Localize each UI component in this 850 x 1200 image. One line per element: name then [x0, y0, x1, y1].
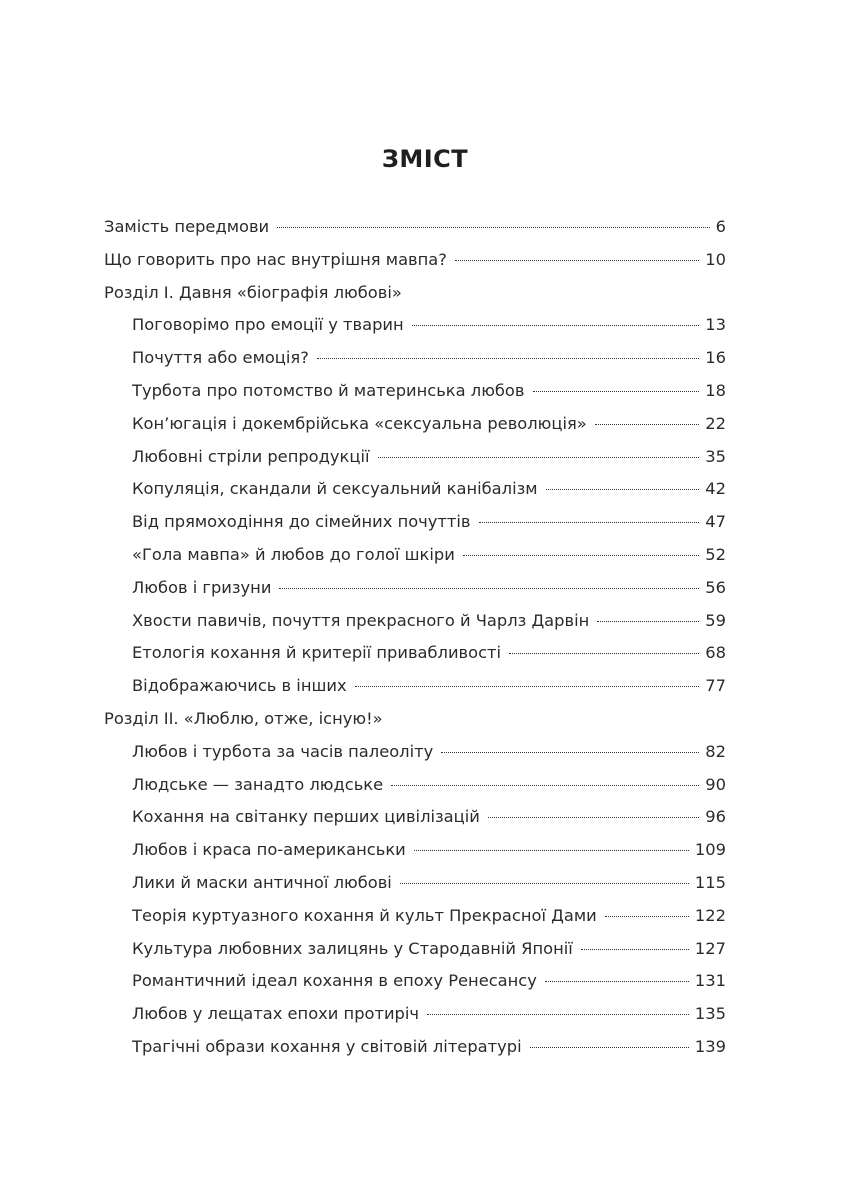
toc-entry[interactable]	[132, 669, 726, 702]
dot-leader	[597, 621, 699, 622]
toc-entry[interactable]	[132, 636, 726, 669]
toc-entry-page-number: 139	[694, 1037, 726, 1056]
toc-entry[interactable]	[132, 440, 726, 473]
dot-leader	[378, 457, 700, 458]
toc-entry-title: Кон’югація і докембрійська «сексуальна революція»	[132, 413, 587, 433]
toc-entry-title: Любов у лещатах епохи протиріч	[132, 1004, 420, 1024]
toc-entry-page-number: 59	[705, 610, 726, 630]
toc-entry-title: Лики й маски античної любові	[132, 873, 392, 892]
toc-entry-title: Почуття або емоція?	[132, 348, 309, 368]
toc-entry[interactable]	[132, 1030, 726, 1063]
toc-entry[interactable]	[132, 932, 726, 965]
toc-entry[interactable]	[132, 374, 726, 407]
dot-leader	[509, 653, 699, 654]
toc-entry-title: Людське — занадто людське	[132, 774, 384, 794]
toc-entry-page-number: 82	[705, 741, 726, 761]
toc-entry-title: Романтичний ідеал кохання в епоху Ренесансу	[132, 971, 537, 991]
toc-entry-page-number: 13	[705, 315, 726, 335]
toc-entry-title: Любов і гризуни	[132, 577, 272, 597]
toc-entry-title: Культура любовних залицянь у Стародавній Японії	[132, 938, 573, 958]
toc-entry[interactable]	[132, 505, 726, 538]
toc-entry-title: Любов і краса по-американськи	[132, 840, 406, 860]
toc-entry-page-number: 18	[705, 381, 726, 400]
toc-entry-page-number: 77	[705, 676, 726, 696]
toc-entry-title: Поговорімо про емоції у тварин	[132, 315, 404, 335]
toc-entry-title: Копуляція, скандали й сексуальний канібалізм	[132, 479, 538, 499]
dot-leader	[391, 785, 699, 786]
page-title: ЗМІСТ	[381, 145, 469, 173]
toc-entry-title: Любовні стріли репродукції	[132, 446, 370, 466]
toc-entry-page-number: 16	[705, 348, 726, 368]
dot-leader	[355, 686, 700, 687]
toc-entry-title: Розділ І. Давня «біографія любові»	[104, 282, 402, 302]
dot-leader	[545, 981, 689, 982]
toc-entry-title: Любов і турбота за часів палеоліту	[132, 741, 434, 761]
dot-leader	[414, 850, 689, 851]
toc-entry-page-number: 131	[694, 971, 726, 991]
toc-entry[interactable]	[132, 604, 726, 637]
toc-entry-page-number: 109	[694, 840, 726, 860]
toc-entry-page-number: 127	[694, 938, 726, 958]
dot-leader	[317, 358, 699, 359]
toc-entry-page-number: 47	[705, 512, 726, 532]
toc-entry-title: Турбота про потомство й материнська любов	[132, 381, 525, 400]
dot-leader	[488, 817, 699, 818]
dot-leader	[412, 325, 700, 326]
toc-entry-title: Що говорить про нас внутрішня мавпа?	[104, 249, 447, 269]
toc-entry-page-number: 135	[694, 1004, 726, 1024]
toc-entry-title: Відображаючись в інших	[132, 676, 347, 696]
dot-leader	[279, 588, 699, 589]
toc-entry[interactable]	[132, 800, 726, 833]
toc-entry[interactable]	[104, 210, 726, 243]
dot-leader	[427, 1014, 689, 1015]
toc-entry-page-number: 10	[705, 249, 726, 269]
dot-leader	[581, 949, 689, 950]
toc-entry[interactable]	[104, 243, 726, 276]
toc-entry-page-number: 6	[715, 217, 726, 236]
toc-entry[interactable]	[132, 833, 726, 866]
toc-entry-title: Хвости павичів, почуття прекрасного й Чарлз Дарвін	[132, 610, 590, 630]
toc-entry[interactable]	[104, 276, 726, 309]
dot-leader	[530, 1047, 689, 1048]
toc-entry-page-number: 68	[705, 643, 726, 663]
toc-entry-title: Замість передмови	[104, 217, 270, 236]
dot-leader	[605, 916, 689, 917]
toc-entry-title: Трагічні образи кохання у світовій літературі	[132, 1037, 522, 1056]
toc-entry-page-number: 115	[694, 873, 726, 892]
toc-entry-page-number: 122	[694, 905, 726, 925]
toc-entry-page-number: 35	[705, 446, 726, 466]
toc-entry[interactable]	[132, 341, 726, 374]
toc-entry-page-number: 22	[705, 413, 726, 433]
toc-entry[interactable]	[132, 571, 726, 604]
dot-leader	[546, 489, 700, 490]
toc-entry-title: Від прямоходіння до сімейних почуттів	[132, 512, 471, 532]
toc-entry-page-number: 42	[705, 479, 726, 499]
toc-entry[interactable]	[132, 899, 726, 932]
toc-entry[interactable]	[104, 702, 726, 735]
toc-entry-title: Кохання на світанку перших цивілізацій	[132, 807, 480, 827]
dot-leader	[400, 883, 689, 884]
toc-entry[interactable]	[132, 768, 726, 801]
dot-leader	[441, 752, 699, 753]
toc-entry-title: «Гола мавпа» й любов до голої шкіри	[132, 545, 455, 564]
toc-entry[interactable]	[132, 308, 726, 341]
toc-entry[interactable]	[132, 472, 726, 505]
dot-leader	[455, 260, 699, 261]
toc-entry-page-number: 52	[705, 545, 726, 564]
dot-leader	[595, 424, 700, 425]
dot-leader	[479, 522, 700, 523]
toc-entry-page-number: 56	[705, 577, 726, 597]
toc-entry-title: Етологія кохання й критерії привабливості	[132, 643, 502, 663]
toc-entry[interactable]	[132, 997, 726, 1030]
toc-entry[interactable]	[132, 407, 726, 440]
toc-entry-title: Теорія куртуазного кохання й культ Прекрасної Дами	[132, 905, 597, 925]
dot-leader	[463, 555, 699, 556]
dot-leader	[533, 391, 700, 392]
toc-entry-page-number: 90	[705, 774, 726, 794]
toc-entry[interactable]	[132, 964, 726, 997]
toc-entry[interactable]	[132, 866, 726, 899]
toc-entry-title: Розділ ІІ. «Люблю, отже, існую!»	[104, 709, 383, 728]
toc-entry-page-number: 96	[705, 807, 726, 827]
dot-leader	[277, 227, 710, 228]
toc-entry[interactable]	[132, 538, 726, 571]
toc-entry[interactable]	[132, 735, 726, 768]
